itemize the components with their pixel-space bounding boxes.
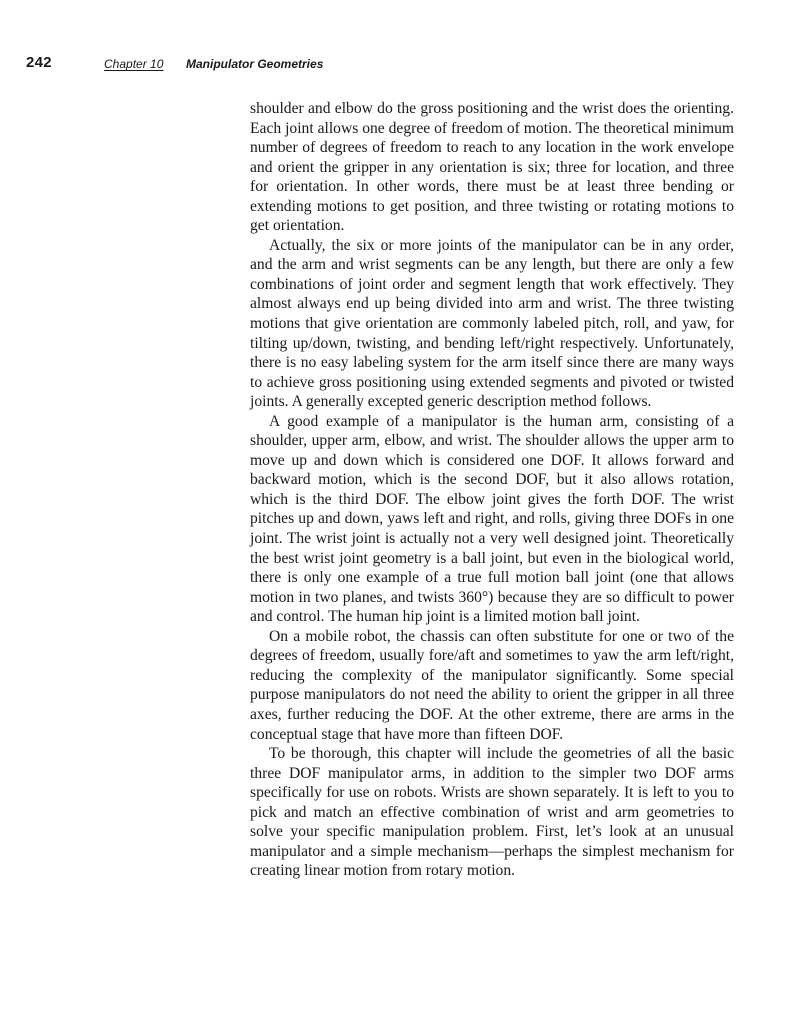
chapter-label: Chapter 10: [104, 57, 164, 71]
body-text: [250, 99, 734, 881]
paragraph-1: shoulder and elbow do the gross positioning and the wrist does the orienting. Each joint allows one degree of freedom of motion. The theoretical minimum number of degrees of freedom to reach to any location in the work envelope and orient the gripper in any orientation is six; three for location, and three for orientation. In other words, there must be at least three bending or extending motions to get position, and three twisting or rotating motions to get orientation.: [250, 100, 734, 235]
chapter-title: Manipulator Geometries: [186, 57, 324, 71]
paragraph-2: Actually, the six or more joints of the manipulator can be in any order, and the arm and wrist segments can be any length, but there are only a few combinations of joint order and segment length that work effectively. They almost always end up being divided into arm and wrist. The three twisting motions that give orientation are commonly labeled pitch, roll, and yaw, for tilting up/down, twisting, and bending left/right respectively. Unfortunately, there is no easy labeling system for the arm itself since there are many ways to achieve gross positioning using extended segments and pivoted or twisted joints. A generally excepted generic description method follows.: [250, 236, 734, 411]
page-number: 242: [26, 54, 52, 71]
paragraph-5: To be thorough, this chapter will include the geometries of all the basic three DOF manipulator arms, in addition to the simpler two DOF arms specifically for use on robots. Wrists are shown separately. It is left to you to pick and match an effective combination of wrist and arm geometries to solve your specific manipulation problem. First, let’s look at an unusual manipulator and a simple mechanism—perhaps the simplest mechanism for creating linear motion from rotary motion.: [250, 745, 734, 880]
paragraph-3: A good example of a manipulator is the human arm, consisting of a shoulder, upper arm, elbow, and wrist. The shoulder allows the upper arm to move up and down which is considered one DOF. It allows forward and backward motion, which is the second DOF, but it also allows rotation, which is the third DOF. The elbow joint gives the forth DOF. The wrist pitches up and down, yaws left and right, and rolls, giving three DOFs in one joint. The wrist joint is actually not a very well designed joint. Theoretically the best wrist joint geometry is a ball joint, but even in the biological world, there is only one example of a true full motion ball joint (one that allows motion in two planes, and twists 360°) because they are so difficult to power and control. The human hip joint is a limited motion ball joint.: [250, 412, 734, 626]
paragraph-4: On a mobile robot, the chassis can often substitute for one or two of the degrees of freedom, usually fore/aft and sometimes to yaw the arm left/right, reducing the complexity of the manipulator significantly. Some special purpose manipulators do not need the ability to orient the gripper in all three axes, further reducing the DOF. At the other extreme, there are arms in the conceptual stage that have more than fifteen DOF.: [250, 627, 734, 743]
